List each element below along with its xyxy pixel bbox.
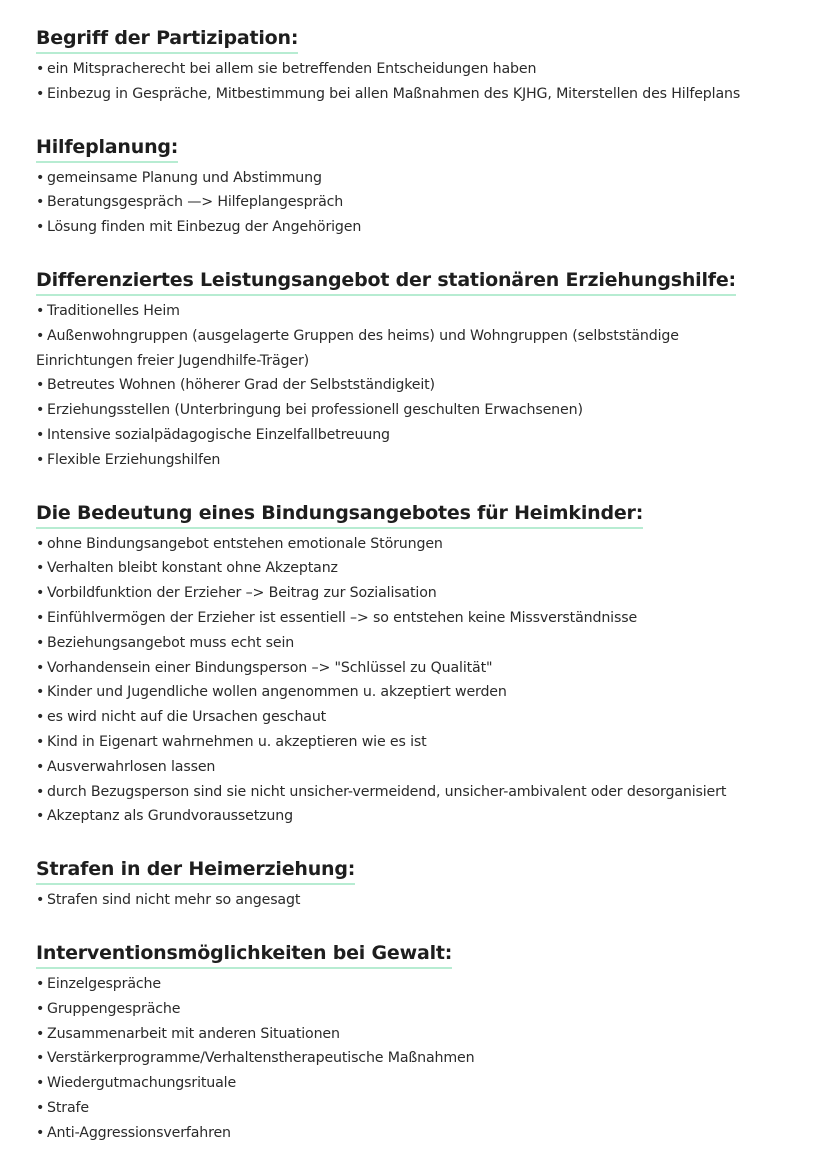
bullet-list (36, 888, 816, 913)
list-item-text: Gruppengespräche (47, 1000, 181, 1017)
bullet-icon: • (36, 85, 45, 102)
bullet-icon: • (36, 975, 45, 992)
section-intervention (36, 941, 816, 1146)
bullet-icon: • (36, 426, 45, 443)
section-heading: Differenziertes Leistungsangebot der stationären Erziehungshilfe: (36, 268, 736, 296)
list-item (36, 215, 816, 240)
bullet-icon: • (36, 733, 45, 750)
bullet-list (36, 57, 816, 107)
bullet-icon: • (36, 560, 45, 577)
bullet-icon: • (36, 1050, 45, 1067)
list-item-text: Einfühlvermögen der Erzieher ist essentiell –> so entstehen keine Missverständnisse (47, 609, 638, 626)
list-item (36, 804, 816, 829)
list-item-text: Verhalten bleibt konstant ohne Akzeptanz (47, 560, 338, 577)
bullet-icon: • (36, 585, 45, 602)
list-item (36, 556, 816, 581)
bullet-icon: • (36, 684, 45, 701)
list-item-text: ein Mitspracherecht bei allem sie betreffenden Entscheidungen haben (47, 61, 537, 77)
list-item (36, 1096, 816, 1121)
list-item-text: Wiedergutmachungsrituale (47, 1075, 237, 1092)
bullet-icon: • (36, 783, 45, 800)
list-item (36, 423, 816, 448)
bullet-icon: • (36, 302, 45, 319)
list-item-text: Einbezug in Gespräche, Mitbestimmung bei allen Maßnahmen des KJHG, Miterstellen des Hilfeplans (47, 85, 741, 102)
list-item (36, 1121, 816, 1146)
list-item-text: Flexible Erziehungshilfen (47, 451, 221, 468)
list-item (36, 299, 816, 324)
bullet-list (36, 972, 816, 1146)
list-item (36, 1071, 816, 1096)
list-item (36, 57, 816, 82)
list-item-text: Vorbildfunktion der Erzieher –> Beitrag zur Sozialisation (47, 585, 437, 602)
list-item-text: Zusammenarbeit mit anderen Situationen (47, 1025, 340, 1042)
list-item-text: Beratungsgespräch —> Hilfeplangespräch (47, 194, 344, 211)
bullet-icon: • (36, 1075, 45, 1092)
list-item (36, 972, 816, 997)
list-item (36, 997, 816, 1022)
list-item-text: ohne Bindungsangebot entstehen emotionale Störungen (47, 535, 443, 552)
list-item-text: Verstärkerprogramme/Verhaltenstherapeutische Maßnahmen (47, 1050, 475, 1067)
list-item-text: Beziehungsangebot muss echt sein (47, 634, 295, 651)
bullet-list (36, 532, 816, 830)
section-heading: Strafen in der Heimerziehung: (36, 857, 355, 885)
list-item (36, 780, 816, 805)
bullet-icon: • (36, 1099, 45, 1116)
list-item-text: Kind in Eigenart wahrnehmen u. akzeptieren wie es ist (47, 733, 427, 750)
list-item (36, 606, 816, 631)
section-strafen (36, 857, 816, 913)
list-item (36, 1022, 816, 1047)
bullet-icon: • (36, 1000, 45, 1017)
list-item-text: es wird nicht auf die Ursachen geschaut (47, 709, 327, 726)
list-item (36, 656, 816, 681)
list-item (36, 631, 816, 656)
list-item-text: durch Bezugsperson sind sie nicht unsicher-vermeidend, unsicher-ambivalent oder desorganisiert (47, 783, 727, 800)
bullet-icon: • (36, 808, 45, 825)
list-item (36, 324, 736, 374)
bullet-list (36, 299, 816, 473)
bullet-icon: • (36, 1124, 45, 1141)
list-item-text: Strafen sind nicht mehr so angesagt (47, 892, 301, 909)
list-item-text: Lösung finden mit Einbezug der Angehörigen (47, 219, 362, 236)
section-leistungsangebot (36, 268, 816, 473)
bullet-icon: • (36, 169, 45, 186)
bullet-icon: • (36, 402, 45, 419)
list-item-text: Einzelgespräche (47, 975, 161, 992)
list-item (36, 730, 816, 755)
bullet-icon: • (36, 659, 45, 676)
bullet-icon: • (36, 609, 45, 626)
list-item-text: Anti-Aggressionsverfahren (47, 1124, 231, 1141)
bullet-icon: • (36, 758, 45, 775)
bullet-icon: • (36, 451, 45, 468)
bullet-list (36, 166, 816, 240)
list-item-text: Akzeptanz als Grundvoraussetzung (47, 808, 293, 825)
section-heading: Begriff der Partizipation: (36, 26, 298, 54)
list-item-text: Strafe (47, 1099, 89, 1116)
list-item-text: Ausverwahrlosen lassen (47, 758, 216, 775)
list-item-text: Traditionelles Heim (47, 302, 180, 319)
bullet-icon: • (36, 61, 45, 77)
list-item (36, 398, 816, 423)
bullet-icon: • (36, 892, 45, 909)
bullet-icon: • (36, 1025, 45, 1042)
list-item (36, 190, 816, 215)
section-heading: Interventionsmöglichkeiten bei Gewalt: (36, 941, 452, 969)
list-item (36, 705, 816, 730)
list-item (36, 1046, 816, 1071)
list-item (36, 82, 816, 107)
list-item (36, 532, 816, 557)
list-item-text: Betreutes Wohnen (höherer Grad der Selbstständigkeit) (47, 377, 435, 394)
bullet-icon: • (36, 535, 45, 552)
list-item (36, 755, 816, 780)
list-item (36, 448, 816, 473)
bullet-icon: • (36, 327, 45, 344)
list-item (36, 888, 816, 913)
bullet-icon: • (36, 219, 45, 236)
section-partizipation (36, 26, 816, 107)
list-item-text: Außenwohngruppen (ausgelagerte Gruppen des heims) und Wohngruppen (selbstständige Einrichtungen freier Jugendhilfe-Träger) (36, 327, 679, 369)
section-hilfeplanung (36, 135, 816, 240)
section-heading: Hilfeplanung: (36, 135, 178, 163)
bullet-icon: • (36, 709, 45, 726)
list-item-text: Kinder und Jugendliche wollen angenommen u. akzeptiert werden (47, 684, 507, 701)
bullet-icon: • (36, 194, 45, 211)
bullet-icon: • (36, 634, 45, 651)
document-page (36, 26, 816, 1174)
bullet-icon: • (36, 377, 45, 394)
section-heading: Die Bedeutung eines Bindungsangebotes für Heimkinder: (36, 501, 643, 529)
list-item-text: Erziehungsstellen (Unterbringung bei professionell geschulten Erwachsenen) (47, 402, 583, 419)
section-bindungsangebot (36, 501, 816, 830)
list-item (36, 166, 816, 191)
list-item-text: Vorhandensein einer Bindungsperson –> "Schlüssel zu Qualität" (47, 659, 493, 676)
list-item-text: Intensive sozialpädagogische Einzelfallbetreuung (47, 426, 390, 443)
list-item (36, 581, 816, 606)
list-item (36, 373, 816, 398)
list-item (36, 680, 816, 705)
list-item-text: gemeinsame Planung und Abstimmung (47, 169, 322, 186)
